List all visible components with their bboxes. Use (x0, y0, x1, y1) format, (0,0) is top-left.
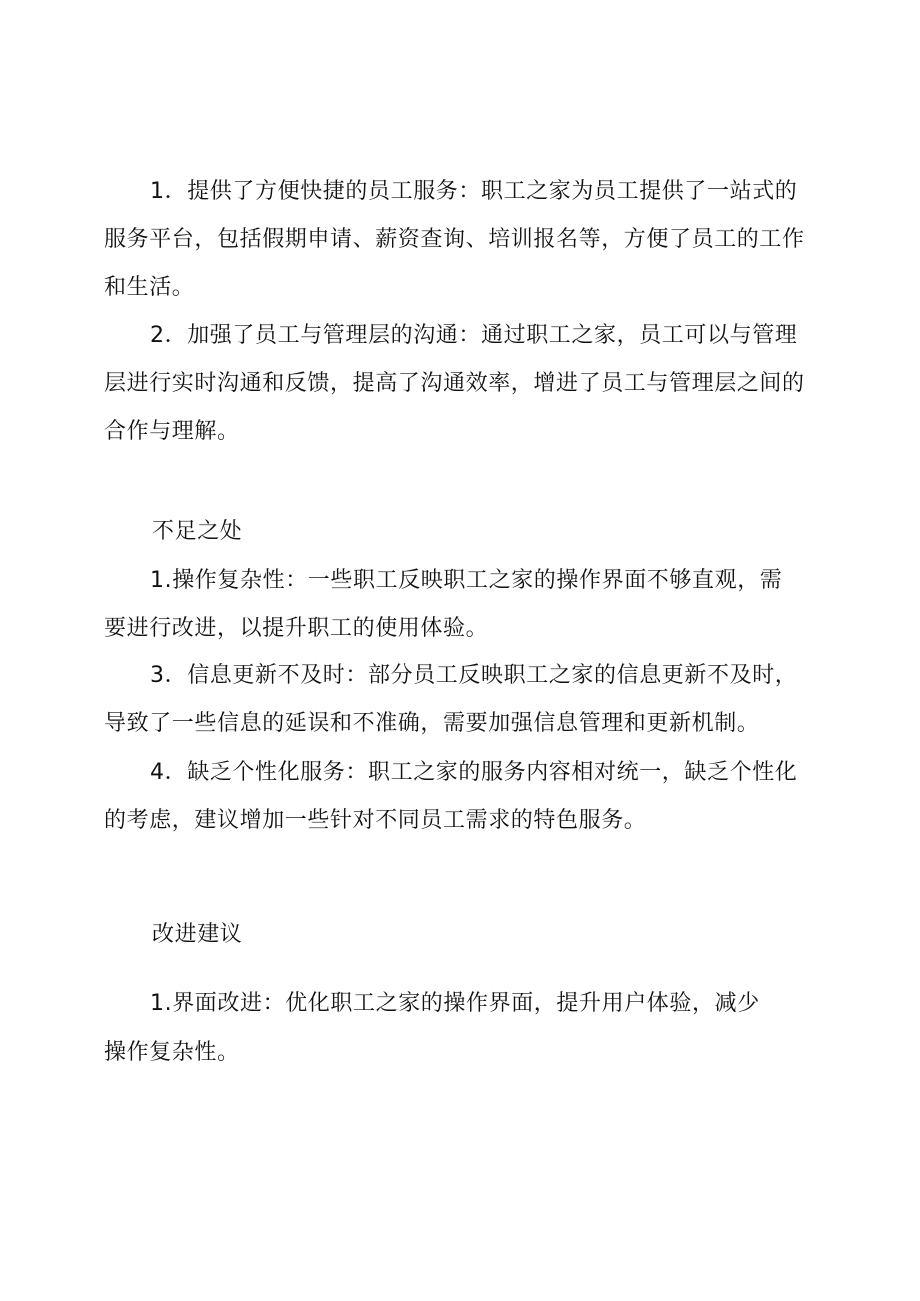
paragraph-line: 服务平台，包括假期申请、薪资查询、培训报名等，方便了员工的工作 (104, 227, 805, 252)
paragraph-line: 1．提供了方便快捷的员工服务：职工之家为员工提供了一站式的 (150, 179, 798, 204)
paragraph-line: 1.操作复杂性：一些职工反映职工之家的操作界面不够直观，需 (150, 568, 783, 593)
paragraph-line: 1.界面改进：优化职工之家的操作界面，提升用户体验，减少 (150, 991, 760, 1016)
paragraph-line: 4．缺乏个性化服务：职工之家的服务内容相对统一，缺乏个性化 (150, 760, 798, 785)
paragraph-line: 要进行改进，以提升职工的使用体验。 (104, 616, 489, 641)
paragraph-line: 操作复杂性。 (104, 1040, 240, 1065)
paragraph-line: 合作与理解。 (104, 419, 240, 444)
section-heading: 改进建议 (152, 922, 243, 947)
paragraph-line: 2．加强了员工与管理层的沟通：通过职工之家，员工可以与管理 (150, 323, 798, 348)
section-heading: 不足之处 (152, 519, 243, 544)
paragraph-line: 导致了一些信息的延误和不准确，需要加强信息管理和更新机制。 (104, 711, 760, 736)
paragraph-line: 层进行实时沟通和反馈，提高了沟通效率，增进了员工与管理层之间的 (104, 371, 805, 396)
paragraph-line: 和生活。 (104, 275, 195, 300)
paragraph-line: 3．信息更新不及时：部分员工反映职工之家的信息更新不及时， (150, 663, 798, 688)
paragraph-line: 的考虑，建议增加一些针对不同员工需求的特色服务。 (104, 808, 647, 833)
